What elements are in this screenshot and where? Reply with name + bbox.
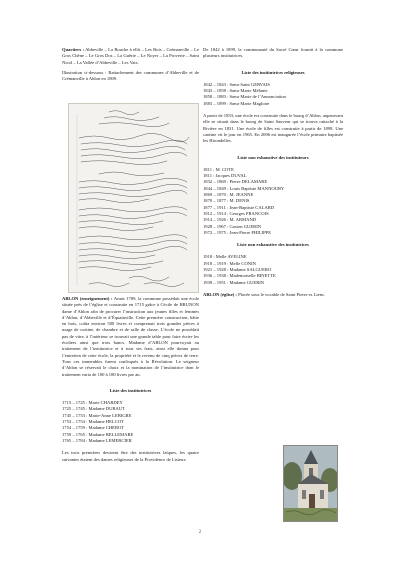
list-item: 1842 – 1843 : Sœur Saint GERVAIS <box>203 81 270 87</box>
closing-paragraph: Les trois premières devaient être des institutrices laïques, les quatre suivantes étaient des dames religieuses de la Providence de Lisieux. <box>62 450 199 462</box>
list-item: 1921 – 1928 : Madame SALGUERO <box>203 267 272 273</box>
list-item: 1883 – 1899 : Sœur Marie Magloire <box>203 100 270 106</box>
eglise-paragraph <box>203 292 343 298</box>
ablon-enseignement-paragraph <box>62 296 199 378</box>
church-photo <box>283 445 338 522</box>
quartiers-text: Abbeville – La Bouche à ellit – Les Bois – Crémanville – Le Gros Chêne – Le Gros Dos – La Guêrie – Le Noyer – La Proverie – Saint Nicol – La Vallée d’Abbeville – Les Vats. <box>62 47 199 65</box>
list-item: 1870 – 1877 : M. DENIS <box>203 198 250 204</box>
list-item: 1745 – 1753 : Marie-Anne LEBIGRE <box>62 412 132 418</box>
list-item: 1753 – 1754 : Madame HELCOT <box>62 419 124 425</box>
list-item: 1715 – 1725 : Marie CHARDEY <box>62 400 123 406</box>
list-item: 1912 – 1914 : Georges FRANCOIS <box>203 210 269 216</box>
list-item: 1843 – 1858 : Sœur Marie Mélanie <box>203 88 268 94</box>
instituteurs-title: Liste non exhaustive des instituteurs <box>237 154 309 160</box>
eglise-text: Placée sous le vocable de Saint Pierre es Liens. <box>236 291 325 297</box>
list-item: 1754 – 1759 : Madame CHEROT <box>62 425 125 431</box>
manuscript-handwriting <box>69 104 198 292</box>
religieuses-title: Liste des institutrices religieuses <box>241 69 305 75</box>
church-illustration <box>284 446 337 521</box>
institutrices2-title: Liste non exhaustive des institutrices <box>237 242 309 248</box>
list-item: 1832 – 1869 : Pierre DELAMARE <box>203 179 268 185</box>
list-item: 1858 – 1883 : Sœur Marie de l’Annonciation <box>203 94 286 100</box>
left-column-lower <box>62 296 199 467</box>
quartiers-paragraph <box>62 47 199 66</box>
list-item: 1765 – 1784 : Madame LEMERCIER <box>62 437 132 443</box>
page-number: 2 <box>198 530 202 535</box>
ablon-enseignement-text: Avant 1789, la commune possédait une école située près de l’église et construite en 1715 grâce à Cécile de BRUNON dame d’Ablon afin de procurer l’instruction aux jeunes filles et femmes d’Ablon, d’Abbeville et d’Équainville. Cette première construction, bâtie en bois, coûta environ 500 livres et comprenait trois grandes pièces à usage de cuisine, de chambre et de salle de classe. L’école ne possédait pas de vitre, à l’intérieur se trouvait une grande table pour faire écrire les écoliers ainsi que trois bancs. Madame d’ABLON pourvoyait au traitement de l’institutrice et à tous ses frais, ainsi elle donna pour l’entretien de cette école, la propriété et le revenu de cinq pièces de terre. Tous ces immeubles furent confisqués à la Révolution. Le seigneur d’Ablon se réservait le choix et la nomination de l’institutrice dont le traitement varia de 100 à 180 livres par an. <box>62 296 199 377</box>
list-item: 1877 – 1911 : Jean-Baptiste CALARD <box>203 204 275 210</box>
institutrices-list <box>62 400 199 444</box>
list-item: 1928 – 1967 : Gaston GUERIN <box>203 223 262 229</box>
illustration-caption: Illustration ci-dessous : Rattachement des communes d’Abbeville et de Crémanville à Ablon en 1809. <box>62 69 199 82</box>
list-item: 1918 – 1919 : Melle CONIN <box>203 260 256 266</box>
list-item: 1869 – 1870 : M. JEANNE <box>203 192 254 198</box>
manuscript-document-image <box>68 103 199 293</box>
list-item: 1725 – 1745 : Madame DUBAUT <box>62 406 125 412</box>
list-item: 1914 – 1926 : M. ARMAND <box>203 217 257 223</box>
garcons-paragraph: A partir de 1833, une école est construite dans le bourg d’Ablon, auparavant elle se situait dans le bourg de Saint Sauveur qui se trouva rattaché à la Rivière en 1831. Une école de filles est construite à partir de 1898. Une cantine vit le jour en 1965. En 2006 est inaugurée l’école primaire baptisée les Hirondelles. <box>203 113 343 144</box>
intro-paragraph: De 1842 à 1899, la communauté du Sacré Cœur fournit à la commune plusieurs institutrices. <box>203 47 343 59</box>
list-item: 1939 – 1951 : Madame GUERIN <box>203 279 265 285</box>
eglise-label: ABLON (église) : <box>203 291 237 297</box>
quartiers-label: Quartiers : <box>62 47 84 52</box>
left-column <box>62 47 199 86</box>
instituteurs-list <box>203 167 343 236</box>
list-item: 1844 – 1849 : Louis Baptiste MANNOURY <box>203 185 285 191</box>
ablon-enseignement-label: ABLON (enseignement) : <box>62 296 113 301</box>
institutrices-title: Liste des institutrices <box>109 387 152 393</box>
list-item: 1972 – 1975 : Jean-Pierre PHILIPPE <box>203 229 272 235</box>
list-item: 1811 : M. COTE <box>203 166 234 172</box>
religieuses-list <box>203 82 343 107</box>
institutrices2-list <box>203 254 343 285</box>
list-item: 1759 – 1765 : Madame BELLEMARE <box>62 431 134 437</box>
list-item: 1918 : Melle AVELINE <box>203 254 247 260</box>
list-item: 1936 – 1938 : Mademoiselle BINETTE <box>203 273 276 279</box>
list-item: 1811 : Jacques DUVAL <box>203 173 247 179</box>
right-column <box>203 47 343 302</box>
